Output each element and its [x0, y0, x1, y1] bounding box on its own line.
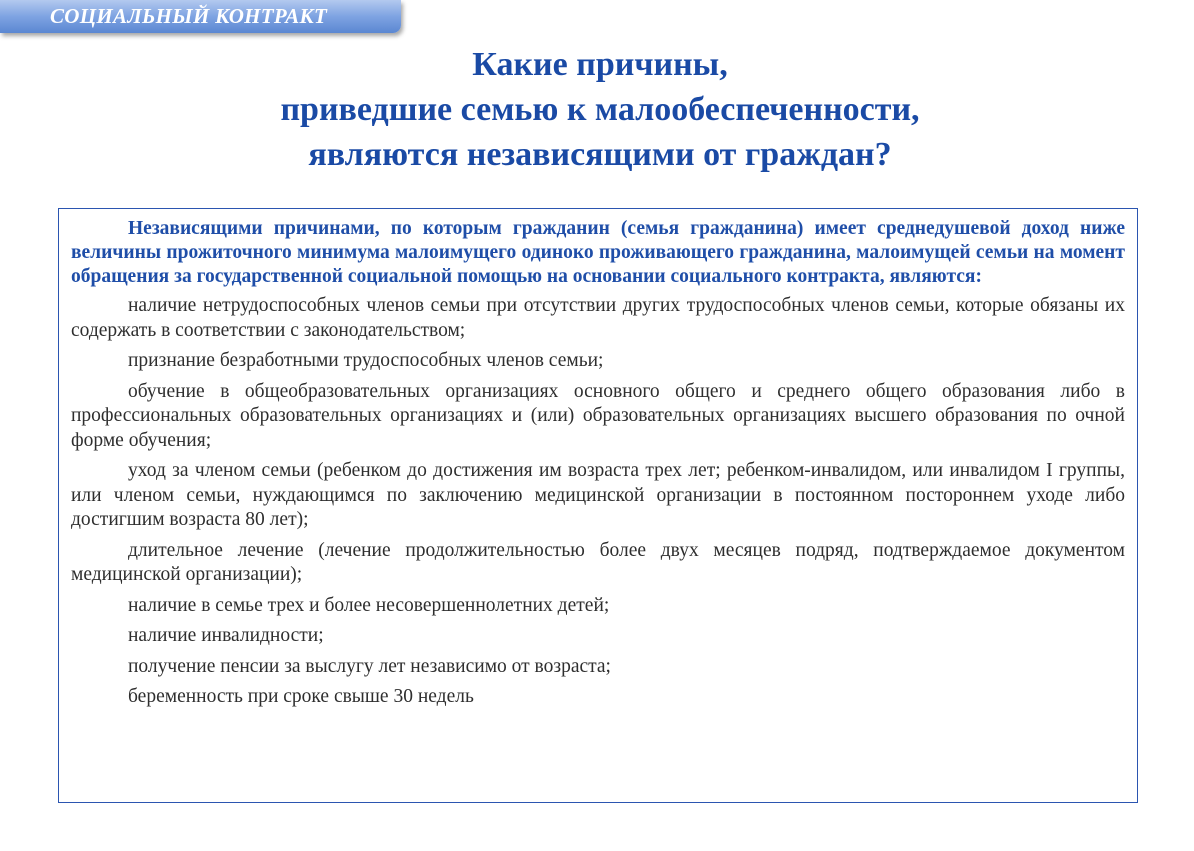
- list-item: беременность при сроке свыше 30 недель: [128, 686, 474, 707]
- list-item: наличие нетрудоспособных членов семьи при отсутствии других трудоспособных членов семьи, которые обязаны их содержать в соответствии с законодательством;: [71, 295, 1125, 341]
- page-title: [100, 42, 1100, 177]
- title-line: Какие причины,: [472, 46, 728, 83]
- content-body: [71, 217, 1125, 716]
- list-item: обучение в общеобразовательных организациях основного общего и среднего общего образования либо в профессиональных образовательных организациях и (или) образовательных организациях высшего образования по очной форме обучения;: [71, 380, 1125, 451]
- title-line: приведшие семью к малообеспеченности,: [280, 91, 920, 128]
- header-label: [0, 0, 401, 33]
- content-box: [58, 208, 1138, 803]
- title-line: являются независящими от граждан?: [308, 136, 892, 173]
- list-item: наличие инвалидности;: [128, 625, 324, 646]
- header-label-text: СОЦИАЛЬНЫЙ КОНТРАКТ: [50, 4, 328, 28]
- list-item: уход за членом семьи (ребенком до достижения им возраста трех лет; ребенком-инвалидом, или инвалидом I группы, или членом семьи, нуждающимся по заключению медицинской организации в постоянном постороннем уходе либо достигшим возраста 80 лет);: [71, 460, 1125, 530]
- list-item: получение пенсии за выслугу лет независимо от возраста;: [128, 655, 611, 677]
- list-item: наличие в семье трех и более несовершеннолетних детей;: [128, 594, 610, 616]
- list-item: длительное лечение (лечение продолжительностью более двух месяцев подряд, подтверждаемое документом медицинской организации);: [71, 539, 1125, 585]
- intro-paragraph: Независящими причинами, по которым гражданин (семья гражданина) имеет среднедушевой доход ниже величины прожиточного минимума малоимущего одиноко проживающего гражданина, малоимущей семьи на момент обращения за государственной социальной помощью на основании социального контракта, являются:: [71, 218, 1125, 287]
- list-item: признание безработными трудоспособных членов семьи;: [128, 350, 604, 371]
